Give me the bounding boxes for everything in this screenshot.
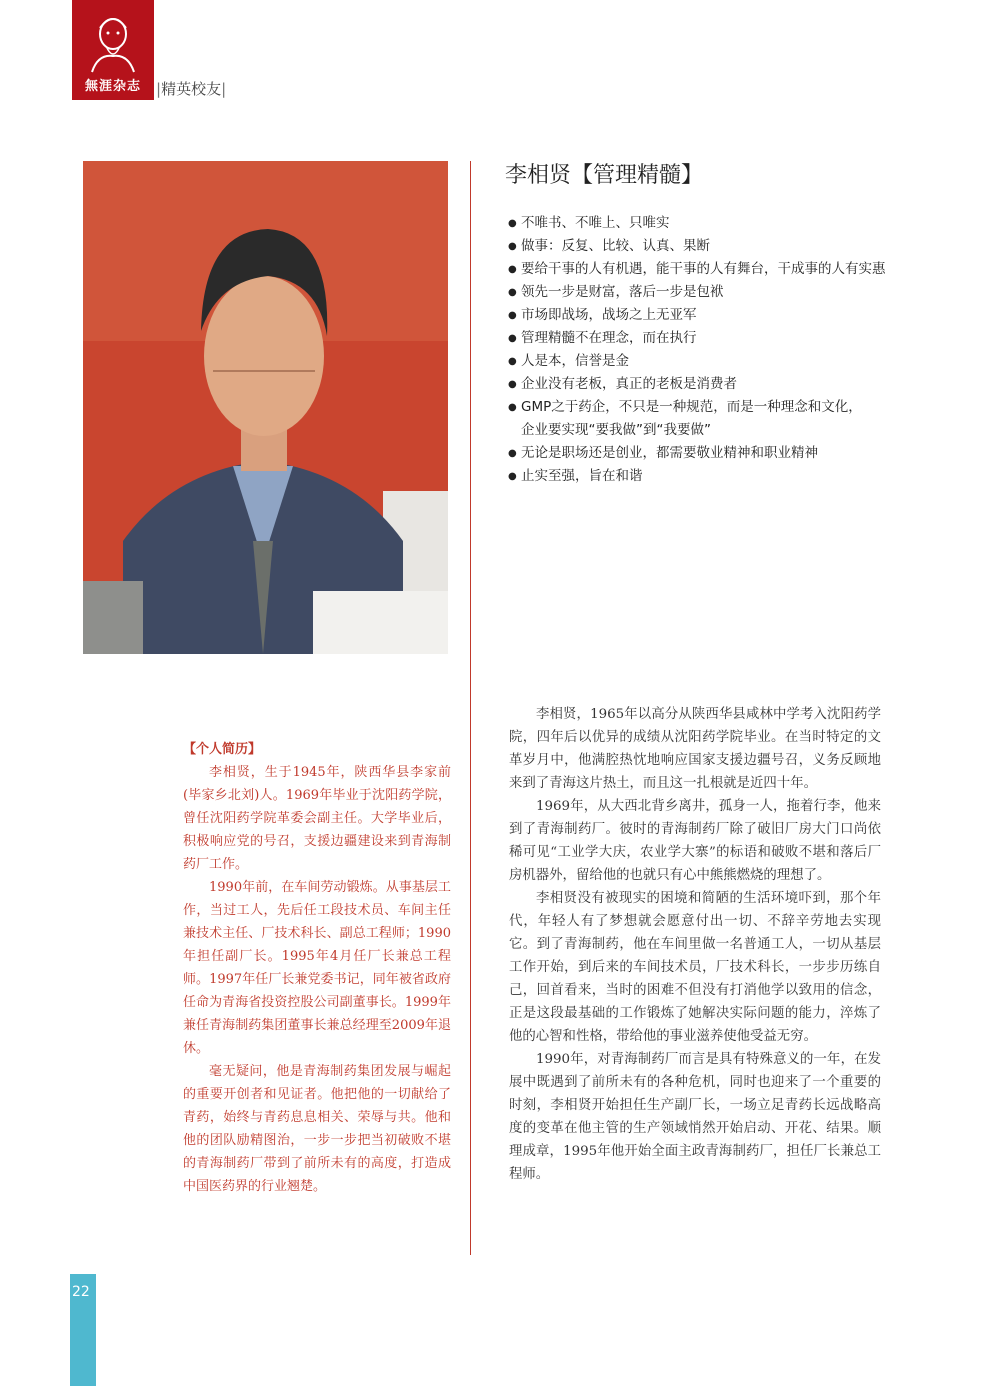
list-item: ● GMP之于药企，不只是一种规范，而是一种理念和文化， 企业要实现“要我做”到“我要做”	[508, 396, 886, 442]
portrait-photo	[83, 161, 448, 654]
article-paragraph: 李相贤，1965年以高分从陕西华县咸林中学考入沈阳药学院，四年后以优异的成绩从沈阳药学院毕业。在当时特定的文革岁月中，他满腔热忱地响应国家支援边疆号召，义务反顾地来到了青海这片热土，而且这一扎根就是近四十年。	[509, 707, 881, 791]
page-title: 李相贤【管理精髓】	[505, 163, 704, 188]
page-number: 22	[72, 1284, 90, 1300]
personal-profile	[183, 738, 451, 1198]
list-item: ● 做事：反复、比较、认真、果断	[508, 235, 886, 258]
column-divider	[470, 161, 471, 1255]
list-item: ● 领先一步是财富，落后一步是包袱	[508, 281, 886, 304]
section-label: 精英校友	[161, 80, 222, 98]
profile-paragraph: 1990年前，在车间劳动锻炼。从事基层工作，当过工人，先后任工段技术员、车间主任兼技术主任、厂技术科长、副总工程师；1990年担任副厂长。1995年4月任厂长兼总工程师。1997年任厂长兼党委书记，同年被省政府任命为青海省投资控股公司副董事长。1999年兼任青海制药集团董事长兼总经理至2009年退休。	[183, 880, 451, 1056]
list-item: ● 要给干事的人有机遇，能干事的人有舞台，干成事的人有实惠	[508, 258, 886, 281]
list-item: ● 止实至强，旨在和谐	[508, 465, 886, 488]
article-paragraph: 1990年，对青海制药厂而言是具有特殊意义的一年，在发展中既遇到了前所未有的各种危机，同时也迎来了一个重要的时刻，李相贤开始担任生产副厂长，一场立足青药长远战略高度的变革在他主管的生产领域悄然开始启动、开花、结果。顺理成章，1995年他开始全面主政青海制药厂，担任厂长兼总工程师。	[509, 1052, 881, 1182]
list-item: ● 市场即战场，战场之上无亚军	[508, 304, 886, 327]
profile-paragraph: 毫无疑问，他是青海制药集团发展与崛起的重要开创者和见证者。他把他的一切献给了青药，始终与青药息息相关、荣辱与共。他和他的团队励精图治，一步一步把当初破败不堪的青海制药厂带到了前所未有的高度，打造成中国医药界的行业翘楚。	[183, 1064, 451, 1194]
article-paragraph: 1969年，从大西北背乡离井，孤身一人，拖着行李，他来到了青海制药厂。彼时的青海制药厂除了破旧厂房大门口尚依稀可见“工业学大庆，农业学大寨”的标语和破败不堪和落后厂房机器外，留给他的也就只有心中熊熊燃烧的理想了。	[509, 799, 881, 883]
list-item: ● 无论是职场还是创业，都需要敬业精神和职业精神	[508, 442, 886, 465]
list-item: ● 企业没有老板，真正的老板是消费者	[508, 373, 886, 396]
section-tag: |精英校友|	[156, 80, 227, 98]
page-number-strip	[70, 1274, 96, 1386]
list-item: ● 人是本，信誉是金	[508, 350, 886, 373]
management-essence-list	[508, 212, 886, 488]
profile-paragraph: 李相贤，生于1945年，陕西华县李家前(毕家乡北刘)人。1969年毕业于沈阳药学院，曾任沈阳药学院革委会副主任。大学毕业后，积极响应党的号召，支援边疆建设来到青海制药厂工作。	[183, 765, 451, 872]
list-item: ● 不唯书、不唯上、只唯实	[508, 212, 886, 235]
list-item: ● 管理精髓不在理念，而在执行	[508, 327, 886, 350]
article-paragraph: 李相贤没有被现实的困境和简陋的生活环境吓到，那个年代，年轻人有了梦想就会愿意付出一切、不辞辛劳地去实现它。到了青海制药，他在车间里做一名普通工人，一切从基层工作开始，到后来的车间技术员，厂技术科长，一步步历练自己，回首看来，当时的困难不但没有打消他学以致用的信念，正是这段最基础的工作锻炼了她解决实际问题的能力，淬炼了他的心智和性格，带给他的事业滋养使他受益无穷。	[509, 891, 881, 1044]
article-body	[509, 703, 881, 1186]
profile-heading: 【个人简历】	[183, 742, 262, 757]
magazine-logo	[72, 0, 154, 100]
logo-text: 無涯杂志	[84, 79, 141, 94]
scholar-portrait-icon	[78, 4, 148, 74]
list-item-continuation: 企业要实现“要我做”到“我要做”	[521, 422, 711, 438]
